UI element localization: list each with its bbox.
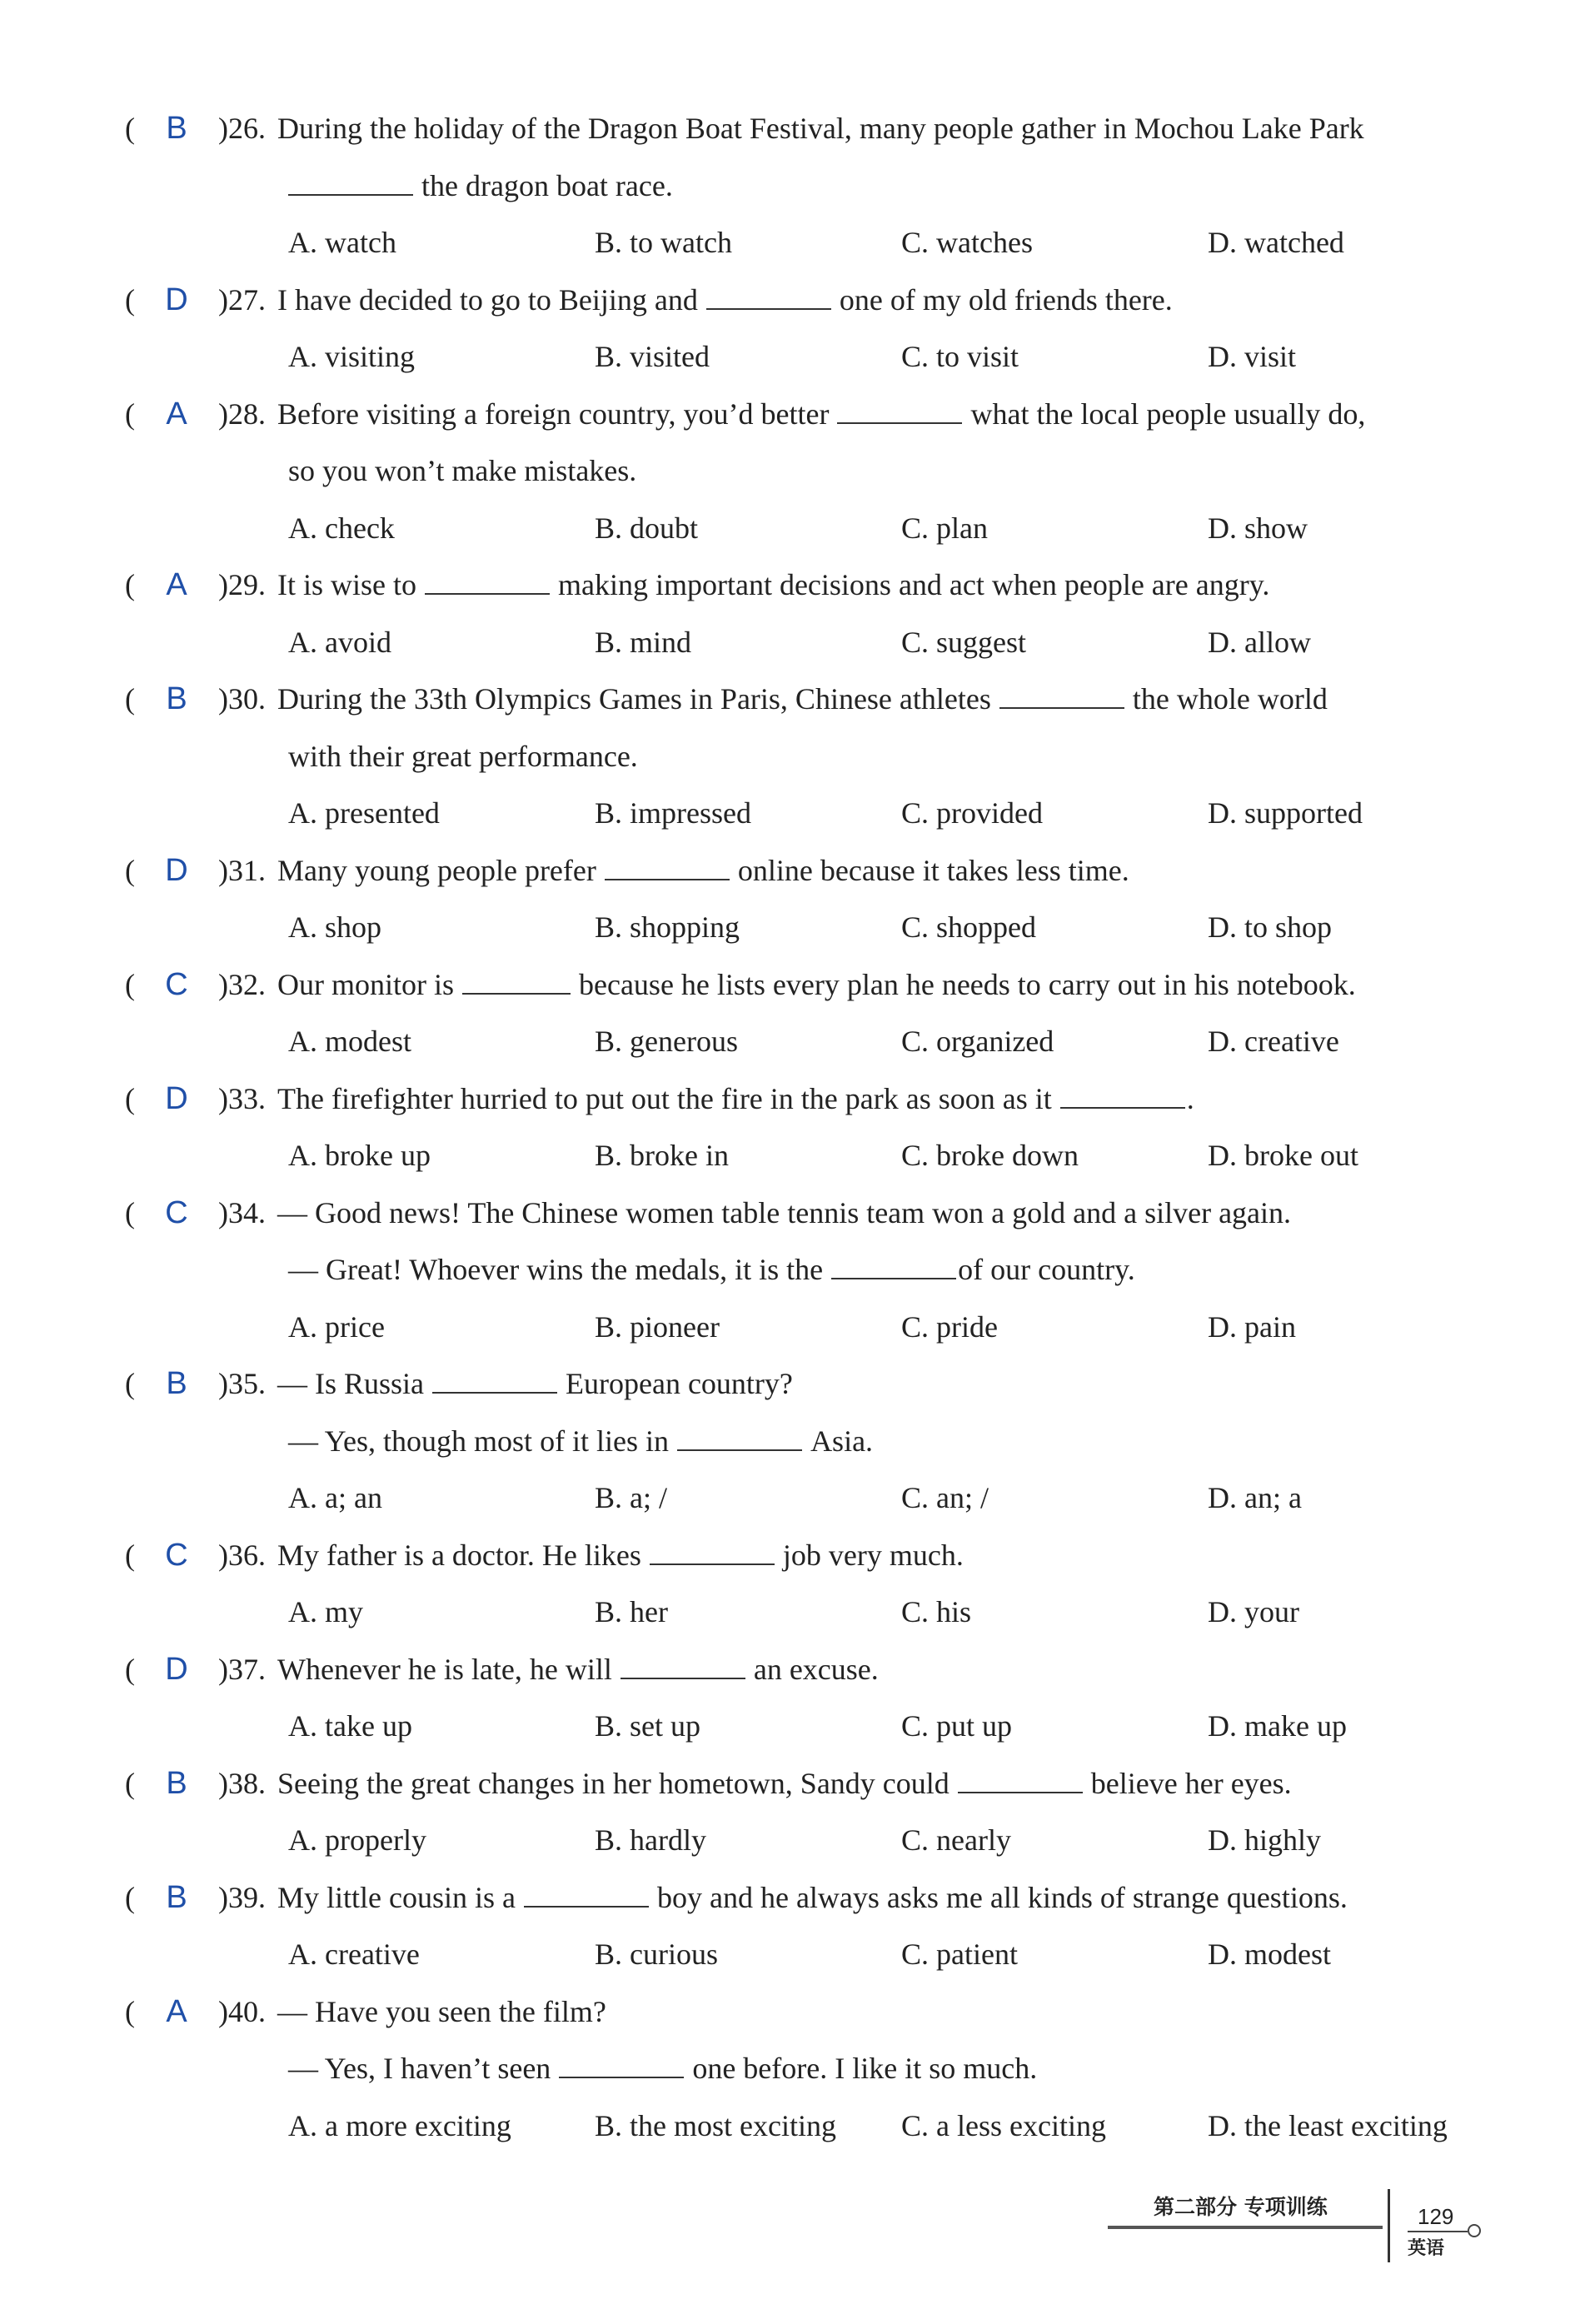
option-c: C. to visit (901, 340, 1019, 373)
question-stem-cont: job very much. (782, 1538, 964, 1572)
option-c: C. patient (901, 1937, 1018, 1971)
options (125, 328, 1491, 386)
answer-blank (462, 970, 571, 995)
option-c: C. organized (901, 1025, 1054, 1058)
section-title: 第二部分 专项训练 (1154, 2195, 1328, 2219)
question-stem-cont: — Great! Whoever wins the medals, it is the (288, 1253, 824, 1286)
question-number: )39. (218, 1880, 266, 1914)
option-b: B. to watch (595, 226, 732, 259)
option-b: B. shopping (595, 910, 740, 944)
answer-paren: ( C (125, 956, 218, 1014)
answer-blank (999, 684, 1124, 709)
answer-letter: A (166, 567, 187, 602)
options (125, 2097, 1491, 2155)
question-stem-cont: so you won’t make mistakes. (288, 454, 637, 487)
answer-letter: B (166, 1366, 187, 1401)
question-stem-cont: the whole world (1132, 682, 1328, 716)
question-stem-cont: — Yes, though most of it lies in (288, 1424, 670, 1458)
answer-letter: D (165, 1080, 188, 1116)
answer-paren: ( D (125, 272, 218, 329)
question-31 (125, 842, 1491, 956)
answer-letter: C (165, 1194, 188, 1230)
question-number: )34. (218, 1195, 266, 1229)
option-b: B. pioneer (595, 1309, 720, 1344)
question-stem: — Have you seen the film? (277, 1994, 606, 2028)
question-stem: My father is a doctor. He likes (277, 1538, 641, 1572)
option-b: B. generous (595, 1025, 738, 1058)
option-c: C. plan (901, 511, 988, 545)
answer-blank (837, 399, 962, 424)
footer-divider (1388, 2189, 1390, 2262)
question-40 (125, 1983, 1491, 2155)
answer-letter: C (165, 966, 188, 1002)
question-stem: Our monitor is (277, 967, 454, 1001)
option-d: D. an; a (1208, 1481, 1302, 1514)
question-stem: Seeing the great changes in her hometown, Sandy could (277, 1766, 950, 1800)
answer-letter: D (165, 1651, 188, 1687)
options (125, 1926, 1491, 1983)
answer-paren: ( D (125, 842, 218, 900)
page-number-underline (1408, 2231, 1468, 2232)
answer-paren: ( A (125, 1983, 218, 2041)
options (125, 1299, 1491, 1356)
answer-blank (706, 285, 831, 310)
option-b: B. a; / (595, 1481, 667, 1514)
subject-label: 英语 (1408, 2238, 1445, 2259)
question-stem-cont: an excuse. (753, 1652, 879, 1686)
question-stem-cont: with their great performance. (288, 739, 638, 773)
option-d: D. show (1208, 511, 1308, 545)
question-35 (125, 1355, 1491, 1527)
answer-paren: ( D (125, 1641, 218, 1698)
question-stem-cont: one of my old friends there. (839, 282, 1173, 317)
option-b: B. hardly (595, 1823, 706, 1857)
question-stem-cont: one before. I like it so much. (692, 2052, 1038, 2085)
option-c: C. pride (901, 1309, 998, 1344)
option-c: C. put up (901, 1709, 1013, 1743)
answer-paren: ( B (125, 1755, 218, 1813)
option-d: D. your (1208, 1595, 1299, 1628)
question-stem: My little cousin is a (277, 1880, 516, 1914)
option-a: A. check (288, 511, 395, 545)
option-c: C. nearly (901, 1823, 1011, 1857)
option-a: A. presented (288, 796, 440, 830)
question-stem-cont: the dragon boat race. (421, 168, 673, 202)
answer-blank (559, 2053, 684, 2078)
question-stem: — Is Russia (277, 1367, 425, 1400)
question-27 (125, 272, 1491, 386)
answer-letter: B (166, 681, 187, 716)
question-number: )26. (218, 112, 266, 145)
option-a: A. a; an (288, 1481, 382, 1514)
question-stem: Before visiting a foreign country, you’d better (277, 396, 830, 431)
option-b: B. curious (595, 1937, 718, 1971)
answer-paren: ( B (125, 100, 218, 157)
option-b: B. her (595, 1595, 668, 1628)
question-stem-cont: — Yes, I haven’t seen (288, 2052, 551, 2085)
question-stem-cont: . (1186, 1081, 1194, 1115)
option-d: D. highly (1208, 1823, 1322, 1857)
options (125, 899, 1491, 956)
question-stem-cont: because he lists every plan he needs to carry out in his notebook. (579, 967, 1356, 1001)
question-stem-cont: making important decisions and act when people are angry. (558, 568, 1270, 601)
answer-letter: A (166, 1993, 187, 2029)
option-c: C. watches (901, 226, 1033, 259)
options (125, 1812, 1491, 1869)
answer-blank (432, 1369, 557, 1394)
question-30 (125, 671, 1491, 842)
option-d: D. visit (1208, 340, 1297, 373)
footer-rule (1108, 2226, 1383, 2229)
option-d: D. creative (1208, 1025, 1339, 1058)
page-number: 129 (1418, 2204, 1454, 2229)
question-number: )27. (218, 282, 266, 317)
answer-letter: C (165, 1537, 188, 1573)
question-stem: I have decided to go to Beijing and (277, 282, 698, 317)
option-a: A. my (288, 1595, 363, 1628)
option-a: A. a more exciting (288, 2108, 511, 2142)
option-c: C. an; / (901, 1481, 989, 1514)
option-b: B. impressed (595, 796, 751, 830)
answer-blank (650, 1540, 775, 1565)
question-39 (125, 1869, 1491, 1983)
circle-icon (1468, 2224, 1481, 2237)
option-d: D. modest (1208, 1937, 1331, 1971)
question-stem-cont: what the local people usually do, (970, 396, 1366, 431)
option-c: C. provided (901, 796, 1043, 830)
question-28 (125, 386, 1491, 557)
question-33 (125, 1070, 1491, 1184)
question-stem-cont: of our country. (958, 1253, 1135, 1286)
question-stem: Whenever he is late, he will (277, 1652, 612, 1686)
options (125, 214, 1491, 272)
option-b: B. visited (595, 340, 710, 373)
option-d: D. broke out (1208, 1139, 1358, 1172)
question-32 (125, 956, 1491, 1070)
option-b: B. mind (595, 625, 692, 659)
answer-blank (1060, 1084, 1185, 1109)
options (125, 1469, 1491, 1527)
question-number: )32. (218, 967, 266, 1001)
options (125, 1127, 1491, 1184)
question-number: )38. (218, 1766, 266, 1800)
option-d: D. supported (1208, 796, 1363, 830)
question-stem-cont: European country? (566, 1367, 793, 1400)
question-number: )33. (218, 1081, 266, 1115)
answer-letter: B (166, 111, 187, 146)
answer-blank (831, 1254, 956, 1279)
options (125, 500, 1491, 557)
question-stem: Many young people prefer (277, 853, 596, 887)
option-d: D. watched (1208, 226, 1344, 259)
question-stem-cont: online because it takes less time. (737, 853, 1129, 887)
answer-paren: ( B (125, 671, 218, 728)
answer-blank (425, 570, 550, 595)
option-d: D. to shop (1208, 910, 1333, 944)
option-a: A. broke up (288, 1139, 431, 1172)
question-number: )36. (218, 1538, 266, 1572)
option-a: A. watch (288, 226, 396, 259)
answer-paren: ( B (125, 1355, 218, 1413)
question-29 (125, 556, 1491, 671)
question-38 (125, 1755, 1491, 1869)
options (125, 1698, 1491, 1755)
question-number: )40. (218, 1994, 266, 2028)
option-d: D. the least exciting (1208, 2108, 1448, 2142)
options (125, 1583, 1491, 1641)
question-stem-cont: believe her eyes. (1090, 1766, 1292, 1800)
option-a: A. creative (288, 1937, 420, 1971)
question-stem: It is wise to (277, 568, 416, 601)
question-stem: During the 33th Olympics Games in Paris, Chinese athletes (277, 682, 991, 716)
question-list (125, 100, 1491, 2154)
answer-blank (958, 1768, 1083, 1793)
answer-blank (605, 855, 730, 880)
question-number: )28. (218, 396, 266, 431)
answer-blank (524, 1883, 649, 1908)
option-a: A. visiting (288, 340, 416, 373)
options (125, 614, 1491, 671)
option-a: A. shop (288, 910, 382, 944)
question-36 (125, 1527, 1491, 1641)
answer-letter: B (166, 1765, 187, 1801)
answer-blank (677, 1426, 802, 1451)
answer-paren: ( D (125, 1070, 218, 1128)
option-a: A. take up (288, 1709, 412, 1743)
option-c: C. broke down (901, 1139, 1079, 1172)
question-stem: — Good news! The Chinese women table tennis team won a gold and a silver again. (277, 1195, 1292, 1229)
answer-letter: D (165, 282, 188, 317)
question-stem: During the holiday of the Dragon Boat Festival, many people gather in Mochou Lake Park (277, 112, 1364, 145)
option-d: D. pain (1208, 1309, 1296, 1344)
options (125, 1013, 1491, 1070)
answer-letter: A (166, 396, 187, 431)
answer-paren: ( C (125, 1527, 218, 1584)
option-c: C. a less exciting (901, 2108, 1106, 2142)
question-number: )37. (218, 1652, 266, 1686)
answer-paren: ( A (125, 386, 218, 443)
answer-paren: ( B (125, 1869, 218, 1927)
question-26 (125, 100, 1491, 272)
question-number: )30. (218, 682, 266, 716)
option-a: A. price (288, 1309, 385, 1344)
option-c: C. his (901, 1595, 972, 1628)
options (125, 785, 1491, 842)
option-a: A. avoid (288, 625, 391, 659)
option-b: B. broke in (595, 1139, 729, 1172)
answer-letter: B (166, 1879, 187, 1915)
answer-paren: ( A (125, 556, 218, 614)
question-37 (125, 1641, 1491, 1755)
question-stem: The firefighter hurried to put out the fire in the park as soon as it (277, 1081, 1052, 1115)
option-b: B. the most exciting (595, 2108, 836, 2142)
option-d: D. make up (1208, 1709, 1347, 1743)
question-number: )31. (218, 853, 266, 887)
page-footer (1108, 2182, 1491, 2266)
question-stem-cont: boy and he always asks me all kinds of strange questions. (656, 1880, 1348, 1914)
answer-blank (288, 171, 413, 196)
option-a: A. properly (288, 1823, 426, 1857)
answer-blank (621, 1654, 745, 1679)
question-number: )29. (218, 568, 266, 601)
question-34 (125, 1184, 1491, 1356)
question-stem-cont: Asia. (810, 1424, 874, 1458)
question-number: )35. (218, 1367, 266, 1400)
option-c: C. shopped (901, 910, 1036, 944)
option-b: B. doubt (595, 511, 699, 545)
answer-letter: D (165, 852, 188, 888)
answer-paren: ( C (125, 1184, 218, 1242)
option-c: C. suggest (901, 625, 1027, 659)
option-d: D. allow (1208, 625, 1311, 659)
option-a: A. modest (288, 1025, 411, 1058)
option-b: B. set up (595, 1709, 701, 1743)
